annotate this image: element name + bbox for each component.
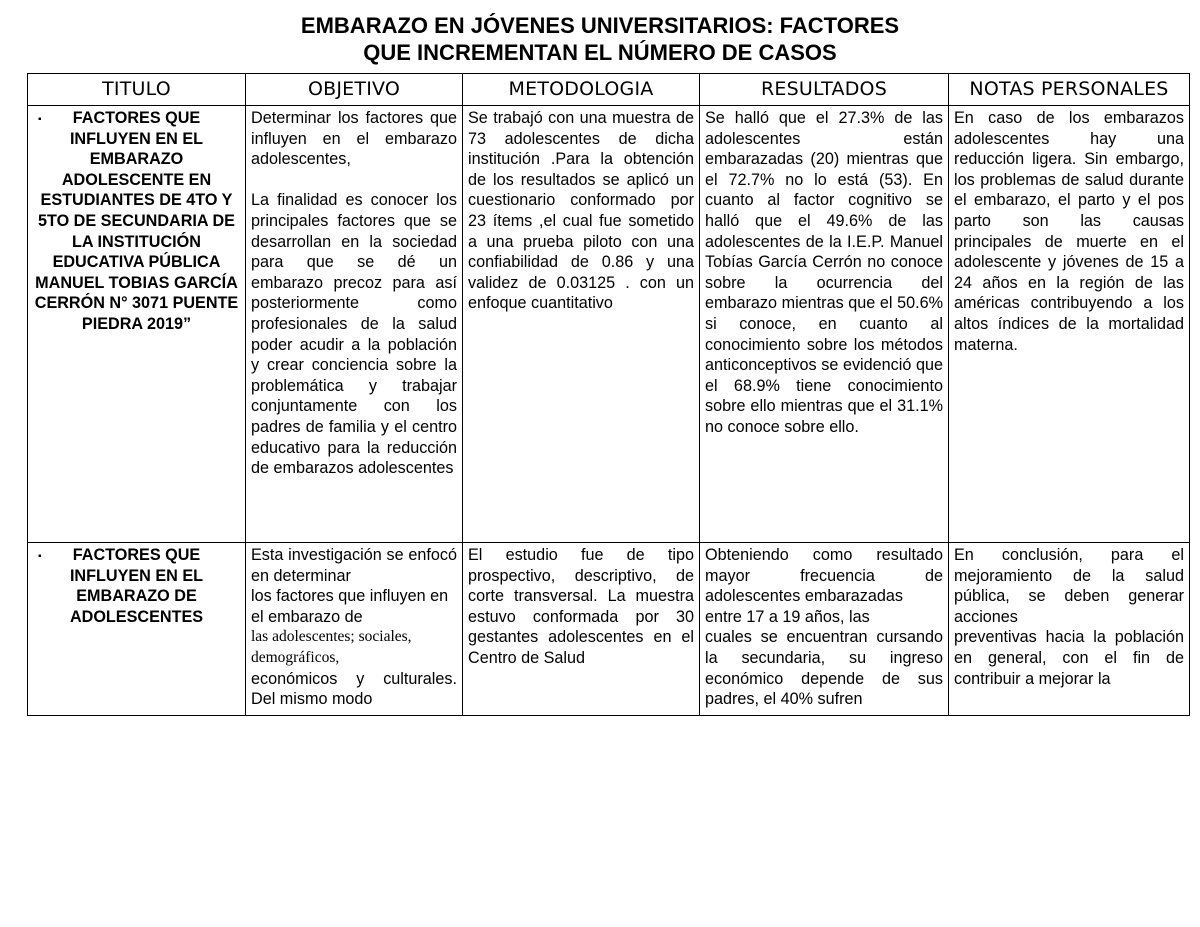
header-titulo: TITULO	[28, 74, 246, 106]
cell-metodologia: El estudio fue de tipo prospectivo, descriptivo, de corte transversal. La muestra estuvo conformada por 30 gestantes adolescentes en el Centro de Salud	[463, 543, 700, 716]
objetivo-line: las adolescentes; sociales, demográficos,	[251, 628, 412, 666]
bullet-icon: ▪	[38, 114, 42, 125]
bullet-icon: ▪	[38, 551, 42, 562]
header-row	[28, 74, 1190, 106]
resultados-line: entre 17 a 19 años, las	[705, 607, 870, 626]
table-row	[28, 543, 1190, 716]
header-objetivo: OBJETIVO	[246, 74, 463, 106]
objetivo-paragraph-2: La finalidad es conocer los principales factores que se desarrollan en la sociedad para que se dé un embarazo precoz para así posteriormente como profesionales de la salud poder acudir a la población y crear conciencia sobre la problemática y trabajar conjuntamente con los padres de familia y el centro educativo para la reducción de embarazos adolescentes	[251, 191, 457, 478]
cell-notas	[949, 543, 1190, 716]
cell-objetivo	[246, 543, 463, 716]
cell-titulo	[28, 106, 246, 543]
header-metodologia: METODOLOGIA	[463, 74, 700, 106]
cell-objetivo	[246, 106, 463, 543]
header-resultados: RESULTADOS	[700, 74, 949, 106]
objetivo-paragraph-1: Determinar los factores que influyen en el embarazo adolescentes,	[251, 109, 457, 169]
notas-line: En conclusión, para el mejoramiento de la salud pública, se deben generar acciones	[954, 546, 1184, 626]
titulo-text: FACTORES QUE INFLUYEN EN EL EMBARAZO ADOLESCENTE EN ESTUDIANTES DE 4TO Y 5TO DE SECUNDARIA DE LA INSTITUCIÓN EDUCATIVA PÚBLICA MANUEL TOBIAS GARCÍA CERRÓN N° 3071 PUENTE PIEDRA 2019”	[34, 109, 239, 333]
titulo-text: FACTORES QUE INFLUYEN EN EL EMBARAZO DE ADOLESCENTES	[69, 546, 204, 626]
summary-table	[27, 73, 1190, 716]
title-line-1: EMBARAZO EN JÓVENES UNIVERSITARIOS: FACTORES	[300, 13, 900, 38]
cell-metodologia: Se trabajó con una muestra de 73 adolescentes de dicha institución .Para la obtención de los resultados se aplicó un cuestionario conformado por 23 ítems ,el cual fue sometido a una prueba piloto con una confiabilidad de 0.86 y una validez de 0.03125 . con un enfoque cuantitativo	[463, 106, 700, 543]
objetivo-line: económicos y culturales. Del mismo modo	[251, 669, 457, 709]
resultados-line: Obteniendo como resultado mayor frecuencia de adolescentes embarazadas	[705, 546, 943, 606]
objetivo-line: los factores que influyen en el embarazo de	[251, 587, 449, 626]
cell-notas: En caso de los embarazos adolescentes hay una reducción ligera. Sin embargo, los problemas de salud durante el embarazo, el parto y el pos parto son las causas principales de muerte en el adolescente y jóvenes de 15 a 24 años en la región de las américas contribuyendo a los altos índices de la mortalidad materna.	[949, 106, 1190, 543]
title-line-2: QUE INCREMENTAN EL NÚMERO DE CASOS	[363, 40, 837, 65]
header-notas-personales: NOTAS PERSONALES	[949, 74, 1190, 106]
cell-resultados: Se halló que el 27.3% de las adolescentes están embarazadas (20) mientras que el 72.7% no lo está (53). En cuanto al factor cognitivo se halló que el 49.6% de las adolescentes de la I.E.P. Manuel Tobías García Cerrón no conoce sobre la ocurrencia del embarazo mientras que el 50.6% si conoce, en cuanto al conocimiento sobre los métodos anticonceptivos se evidenció que el 68.9% tiene conocimiento sobre ello mientras que el 31.1% no conoce sobre ello.	[700, 106, 949, 543]
table-row	[28, 106, 1190, 543]
notas-line: preventivas hacia la población en general, con el fin de contribuir a mejorar la	[954, 628, 1184, 688]
cell-titulo	[28, 543, 246, 716]
document-title	[0, 12, 1200, 66]
objetivo-line: Esta investigación se enfocó en determinar	[251, 546, 457, 585]
cell-resultados	[700, 543, 949, 716]
resultados-line: cuales se encuentran cursando la secundaria, su ingreso económico depende de sus padres, el 40% sufren	[705, 628, 943, 709]
